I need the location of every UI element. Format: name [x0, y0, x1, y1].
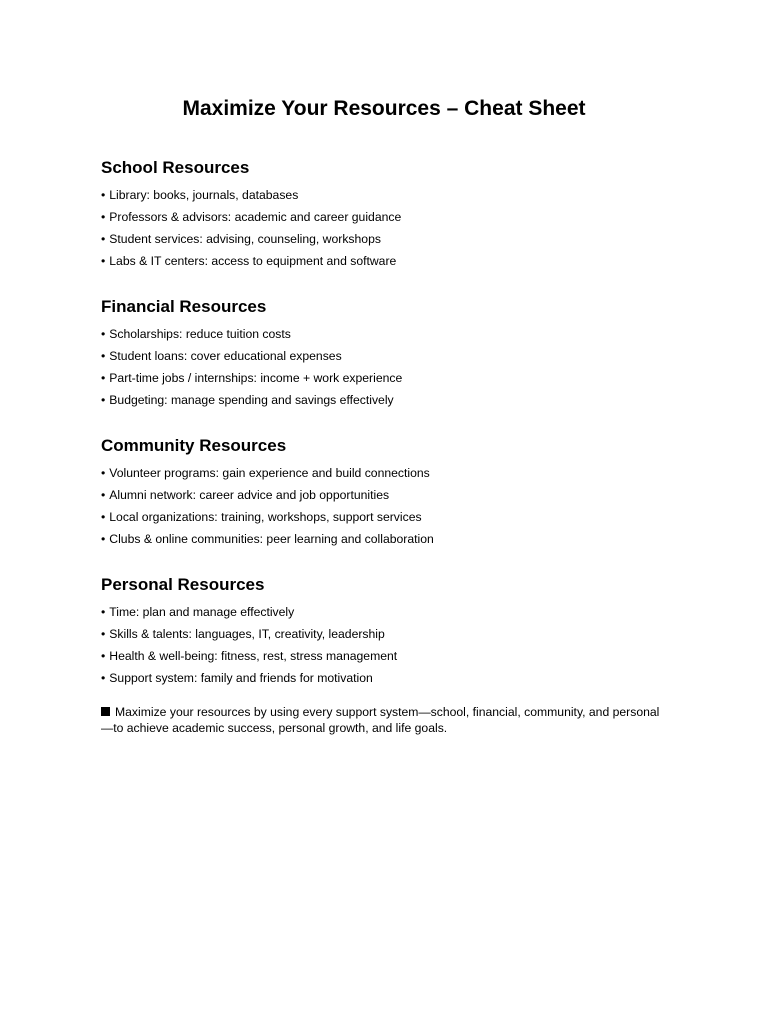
bullet-icon: • — [101, 327, 106, 341]
list-item — [101, 601, 701, 623]
bullet-icon: • — [101, 510, 106, 524]
list-item-text: Student loans: cover educational expenses — [109, 349, 342, 363]
list-item-text: Volunteer programs: gain experience and build connections — [109, 466, 430, 480]
list-item — [101, 528, 701, 550]
list-item-text: Alumni network: career advice and job opportunities — [109, 488, 390, 502]
list-item-text: Skills & talents: languages, IT, creativity, leadership — [109, 627, 385, 641]
list-item-text: Labs & IT centers: access to equipment and software — [109, 254, 397, 268]
list-item-text: Clubs & online communities: peer learning and collaboration — [109, 532, 434, 546]
summary-note — [101, 704, 661, 736]
list-item — [101, 323, 701, 345]
list-item-text: Library: books, journals, databases — [109, 188, 299, 202]
section-financial-resources — [101, 296, 701, 411]
list-item-text: Budgeting: manage spending and savings effectively — [109, 393, 394, 407]
bullet-icon: • — [101, 210, 106, 224]
section-heading: Financial Resources — [101, 297, 267, 316]
bullet-icon: • — [101, 532, 106, 546]
section-personal-resources — [101, 574, 701, 689]
list-item — [101, 623, 701, 645]
bullet-icon: • — [101, 671, 106, 685]
list-item — [101, 462, 701, 484]
bullet-icon: • — [101, 254, 106, 268]
list-item-text: Part-time jobs / internships: income + work experience — [109, 371, 403, 385]
list-item-text: Support system: family and friends for motivation — [109, 671, 373, 685]
list-item — [101, 250, 701, 272]
list-item — [101, 484, 701, 506]
list-item — [101, 206, 701, 228]
bullet-icon: • — [101, 188, 106, 202]
section-heading: Community Resources — [101, 436, 287, 455]
list-item-text: Local organizations: training, workshops, support services — [109, 510, 422, 524]
list-item — [101, 506, 701, 528]
bullet-list — [101, 323, 701, 411]
bullet-icon: • — [101, 488, 106, 502]
bullet-icon: • — [101, 393, 106, 407]
list-item-text: Health & well-being: fitness, rest, stress management — [109, 649, 398, 663]
list-item — [101, 345, 701, 367]
section-heading: Personal Resources — [101, 575, 265, 594]
bullet-icon: • — [101, 349, 106, 363]
list-item — [101, 228, 701, 250]
bullet-list — [101, 462, 701, 550]
page-title: Maximize Your Resources – Cheat Sheet — [182, 97, 586, 120]
bullet-icon: • — [101, 466, 106, 480]
bullet-list — [101, 601, 701, 689]
section-community-resources — [101, 435, 701, 550]
bullet-icon: • — [101, 232, 106, 246]
summary-text: Maximize your resources by using every support system—school, financial, community, and personal—to achieve academic success, personal growth, and life goals. — [101, 705, 660, 735]
section-heading: School Resources — [101, 158, 250, 177]
list-item — [101, 367, 701, 389]
bullet-icon: • — [101, 627, 106, 641]
list-item — [101, 667, 701, 689]
section-school-resources — [101, 157, 701, 272]
black-square-icon — [101, 707, 110, 716]
bullet-icon: • — [101, 605, 106, 619]
list-item — [101, 184, 701, 206]
list-item-text: Scholarships: reduce tuition costs — [109, 327, 291, 341]
list-item — [101, 389, 701, 411]
list-item-text: Time: plan and manage effectively — [109, 605, 295, 619]
bullet-icon: • — [101, 371, 106, 385]
bullet-list — [101, 184, 701, 272]
list-item — [101, 645, 701, 667]
list-item-text: Professors & advisors: academic and career guidance — [109, 210, 402, 224]
bullet-icon: • — [101, 649, 106, 663]
list-item-text: Student services: advising, counseling, workshops — [109, 232, 381, 246]
